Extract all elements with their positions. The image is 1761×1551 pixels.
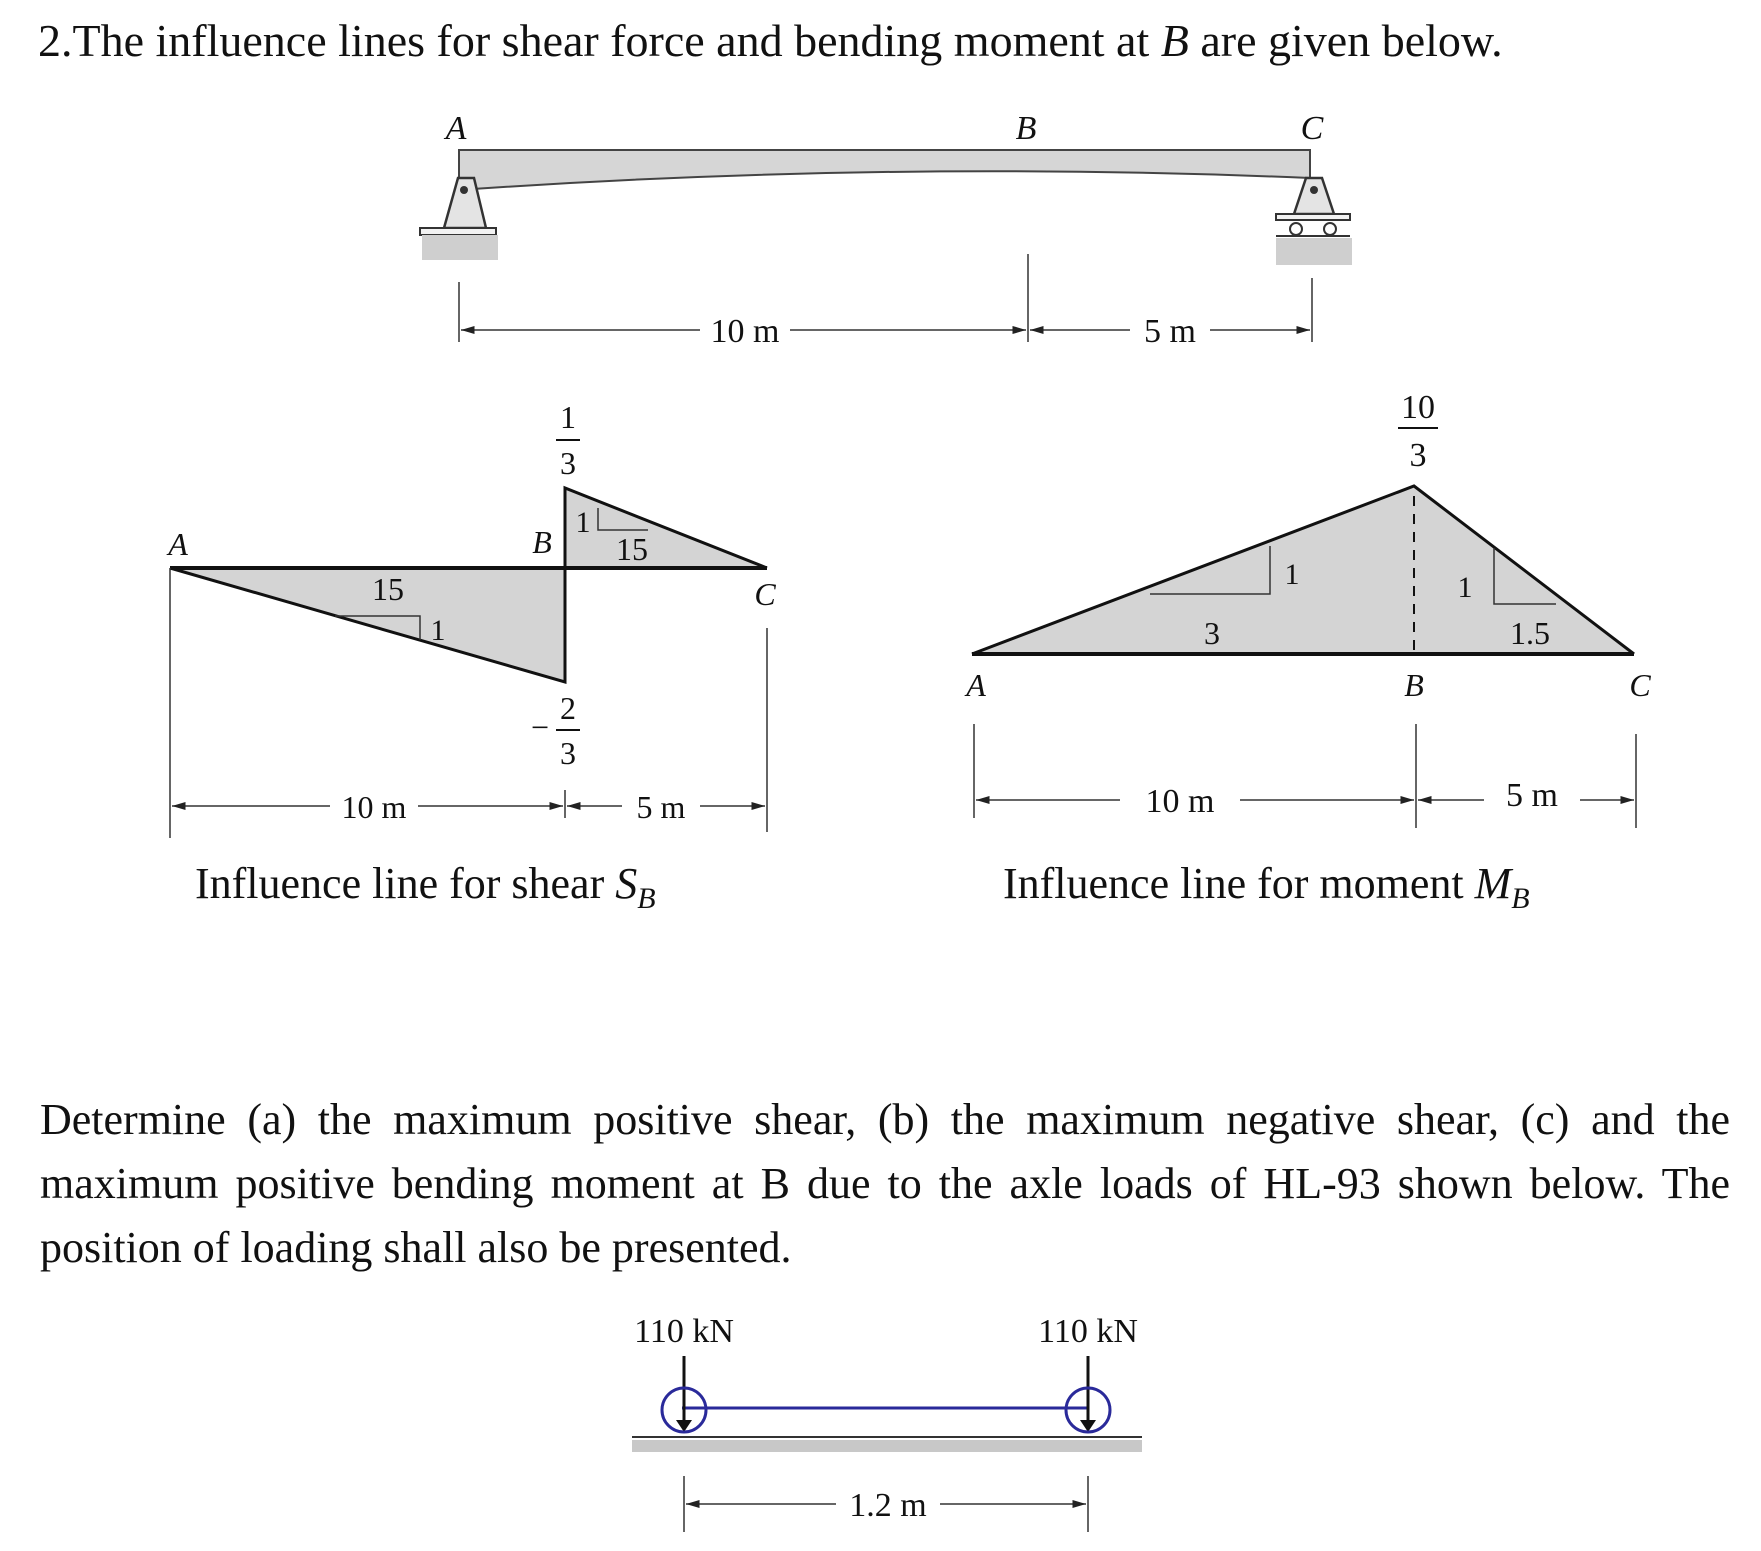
- roller-support-c: [1276, 178, 1352, 265]
- beam-label-b: B: [1015, 110, 1037, 147]
- axle-wheel-left: [662, 1356, 706, 1432]
- concrete-beam: [459, 150, 1310, 190]
- moment-peak-numerator: 10: [1401, 389, 1435, 426]
- shear-slope-right-rise: 1: [575, 506, 591, 539]
- moment-dim-ab: 10 m: [1145, 783, 1215, 820]
- beam-diagram: [420, 110, 1352, 350]
- moment-peak-denominator: 3: [1409, 437, 1427, 474]
- shear-label-a: A: [168, 526, 188, 562]
- moment-slope-left-run: 3: [1204, 615, 1220, 651]
- axle-load-left: 110 kN: [634, 1313, 734, 1350]
- shear-pos-numerator: 1: [560, 399, 576, 435]
- shear-slope-left-rise: 1: [430, 614, 446, 647]
- moment-label-a: A: [966, 667, 986, 703]
- axle-spacing: 1.2 m: [849, 1487, 927, 1524]
- moment-slope-left-rise: 1: [1284, 558, 1300, 591]
- shear-slope-right-run: 15: [616, 531, 648, 567]
- shear-influence-line: [166, 399, 776, 915]
- shear-pos-denominator: 3: [560, 445, 576, 481]
- beam-label-a: A: [445, 110, 467, 147]
- shear-neg-sign: −: [530, 709, 550, 745]
- shear-dim-ab: 10 m: [341, 789, 407, 825]
- shear-neg-denominator: 3: [560, 735, 576, 771]
- problem-title: 2.The influence lines for shear force and bending moment at B are given below.: [38, 15, 1503, 66]
- moment-slope-right-run: 1.5: [1510, 615, 1550, 651]
- beam-dim-ab: 10 m: [710, 313, 780, 350]
- axle-wheel-right: [1066, 1356, 1110, 1432]
- moment-label-c: C: [1629, 667, 1651, 703]
- axle-load-right: 110 kN: [1038, 1313, 1138, 1350]
- moment-influence-line: [964, 389, 1651, 915]
- moment-dim-bc: 5 m: [1506, 777, 1558, 814]
- axle-loads-diagram: [632, 1313, 1142, 1532]
- shear-dim-bc: 5 m: [636, 789, 686, 825]
- shear-label-b: B: [532, 524, 552, 560]
- shear-slope-left-run: 15: [372, 571, 404, 607]
- moment-slope-right-rise: 1: [1457, 571, 1473, 604]
- beam-dim-bc: 5 m: [1144, 313, 1196, 350]
- shear-neg-numerator: 2: [560, 690, 576, 726]
- question-paragraph: Determine (a) the maximum positive shear, (b) the maximum negative shear, (c) and the maximum positive bending moment at B due to the axle loads of HL-93 shown below. The position of loading shall also be presented.: [40, 1095, 1730, 1272]
- road-surface: [632, 1440, 1142, 1452]
- moment-label-b: B: [1404, 667, 1424, 703]
- shear-caption: Influence line for shear $S_B$: [195, 859, 656, 915]
- beam-label-c: C: [1300, 110, 1324, 147]
- shear-label-c: C: [754, 576, 776, 612]
- pin-support-a: [420, 178, 498, 260]
- moment-caption: Influence line for moment $M_B$: [1003, 859, 1530, 915]
